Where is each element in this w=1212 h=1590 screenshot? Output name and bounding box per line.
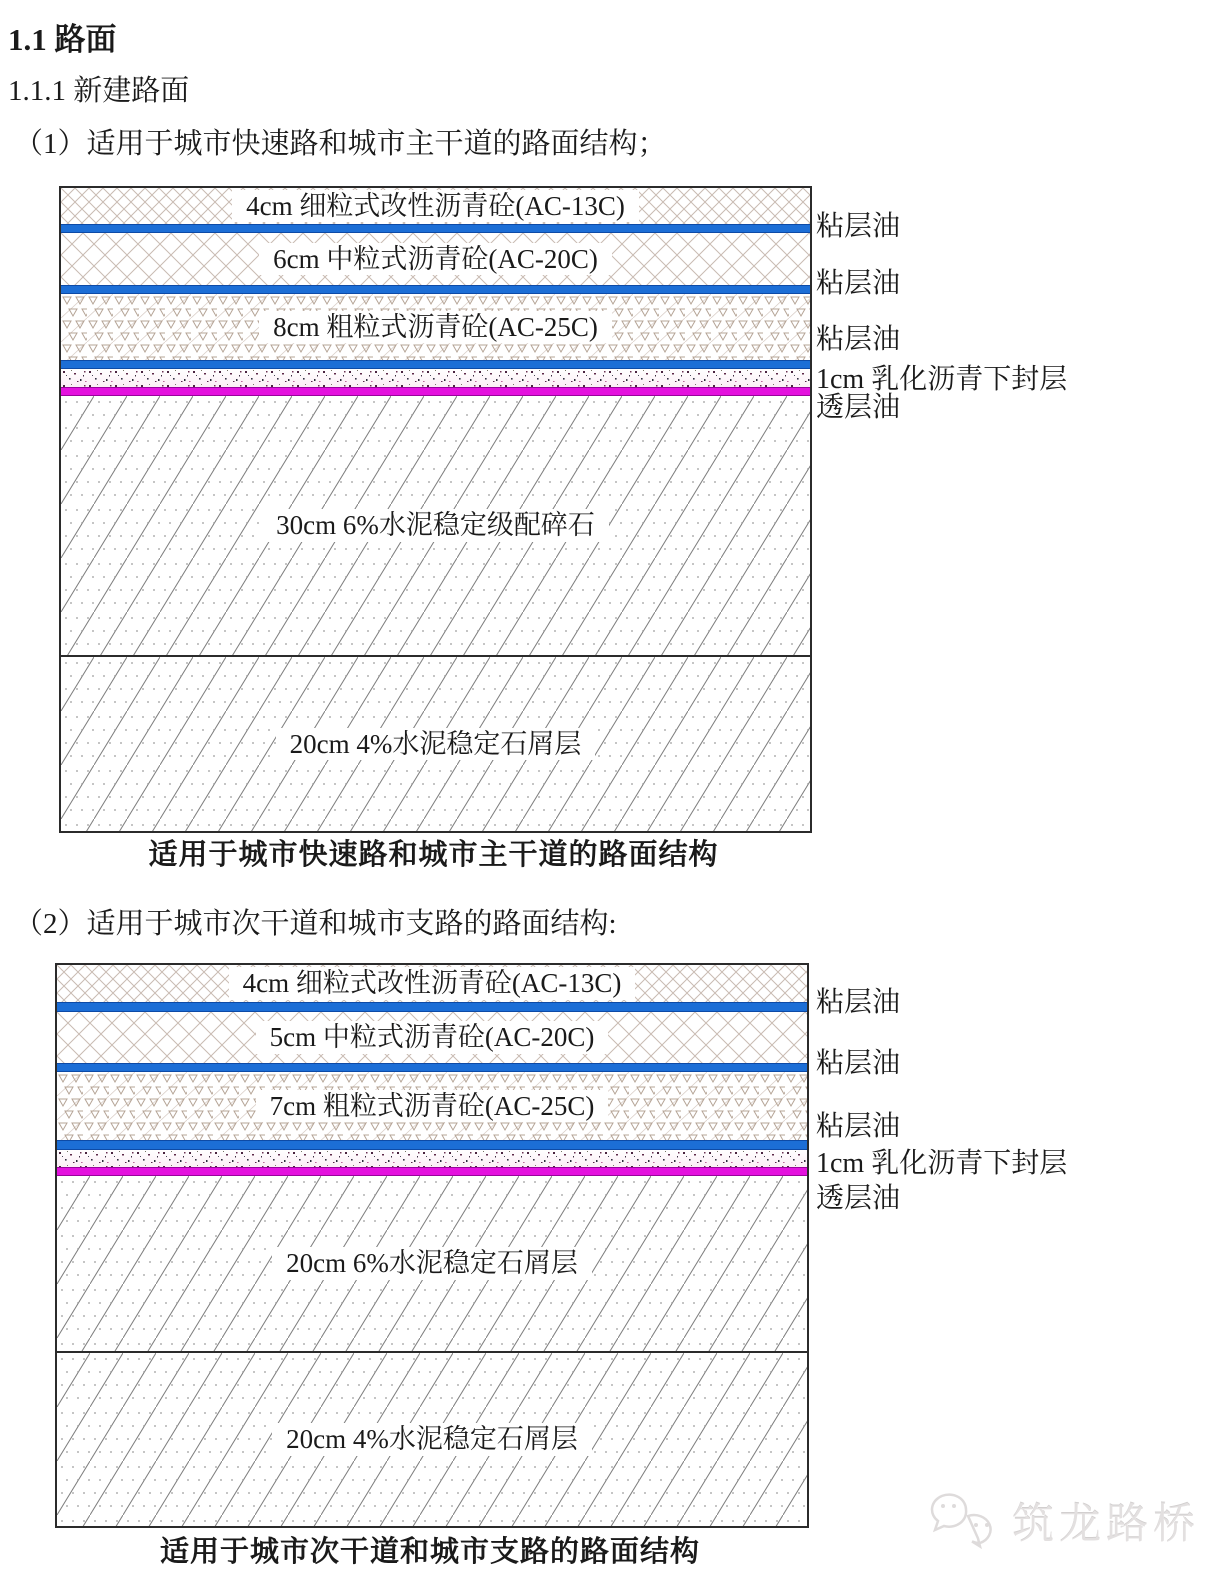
tack-coat-band-5 [57,1063,807,1072]
side-label-tack-coat: 粘层油 [816,211,901,242]
layer-ac20c-1 [61,233,810,285]
side-label-tack-coat: 粘层油 [816,324,901,355]
layer-label: 20cm 6%水泥稳定石屑层 [272,1247,592,1279]
pavement-diagram-1 [59,186,812,833]
layer-cement-stone-chips-1 [61,655,810,831]
tack-coat-band-2 [61,285,810,294]
layer-ac25c-1 [61,294,810,360]
diagram2-caption: 适用于城市次干道和城市支路的路面结构 [159,1536,700,1568]
prime-coat-band-2 [57,1167,807,1176]
tack-coat-band-6 [57,1140,807,1150]
watermark-text: 筑龙路桥 [1012,1502,1201,1548]
side-label-prime-coat: 透层油 [816,392,901,423]
layer-label: 6cm 中粒式沥青砼(AC-20C) [259,243,612,275]
layer-cement-graded-gravel [61,396,810,655]
watermark [928,1490,1200,1552]
layer-label: 7cm 粗粒式沥青砼(AC-25C) [256,1090,609,1122]
side-label-prime-coat: 透层油 [816,1183,901,1214]
emulsified-asphalt-seal-layer-2 [57,1150,807,1167]
emulsified-asphalt-seal-layer-1 [61,369,810,387]
side-label-tack-coat: 粘层油 [816,987,901,1018]
speckle-pattern [61,369,810,387]
side-label-tack-coat: 粘层油 [816,1111,901,1142]
pavement-diagram-2 [55,963,809,1528]
layer-label: 20cm 4%水泥稳定石屑层 [272,1423,592,1455]
side-label-seal-layer: 1cm 乳化沥青下封层 [816,1148,1068,1179]
tack-coat-band-3 [61,360,810,369]
doc-title: 1.1 路面 [8,22,117,57]
layer-label: 5cm 中粒式沥青砼(AC-20C) [256,1021,609,1053]
section1-heading: （1）适用于城市快速路和城市主干道的路面结构； [14,128,667,160]
section2-heading: （2）适用于城市次干道和城市支路的路面结构: [14,908,617,940]
layer-ac13c-1 [61,188,810,224]
layer-label: 8cm 粗粒式沥青砼(AC-25C) [259,311,612,343]
layer-cement-stone-chips-4pct [57,1351,807,1526]
layer-ac20c-2 [57,1012,807,1063]
tack-coat-band-4 [57,1002,807,1012]
tack-coat-band-1 [61,224,810,233]
layer-label: 30cm 6%水泥稳定级配碎石 [262,509,609,541]
side-label-seal-layer: 1cm 乳化沥青下封层 [816,364,1068,395]
layer-label: 4cm 细粒式改性沥青砼(AC-13C) [232,190,639,222]
layer-ac13c-2 [57,965,807,1002]
layer-label: 20cm 4%水泥稳定石屑层 [276,728,596,760]
layer-ac25c-2 [57,1072,807,1140]
wechat-chat-bubbles-icon [928,1490,1004,1552]
layer-cement-stone-chips-6pct [57,1176,807,1351]
prime-coat-band-1 [61,387,810,396]
diagram1-caption: 适用于城市快速路和城市主干道的路面结构 [148,839,719,871]
side-label-tack-coat: 粘层油 [816,1048,901,1079]
side-label-tack-coat: 粘层油 [816,268,901,299]
layer-label: 4cm 细粒式改性沥青砼(AC-13C) [229,967,636,999]
doc-subtitle: 1.1.1 新建路面 [8,75,190,107]
speckle-pattern [57,1150,807,1167]
